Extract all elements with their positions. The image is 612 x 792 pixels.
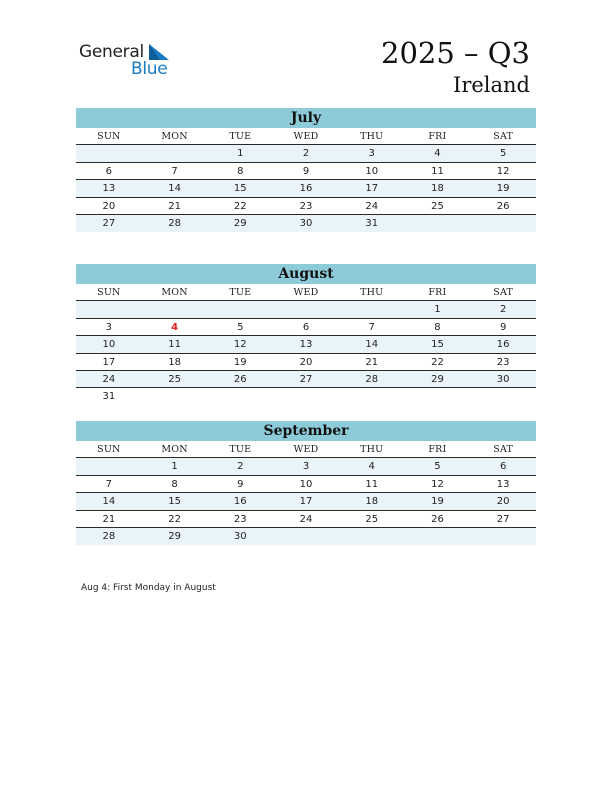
weekday-label: SUN: [97, 444, 121, 455]
day-cell: [470, 215, 536, 232]
day-cell: 28: [365, 373, 379, 385]
day-cell: 5: [237, 321, 244, 333]
day-cell: 20: [299, 356, 313, 368]
day-cell: [207, 388, 273, 405]
week-row: [76, 319, 536, 336]
day-cell: 27: [496, 513, 510, 525]
day-cell: 15: [431, 339, 444, 351]
weekday-label: SAT: [493, 444, 514, 455]
month-name: July: [76, 108, 536, 128]
day-cell: 4: [434, 148, 441, 160]
day-cell: 15: [168, 496, 181, 508]
week-row: [76, 458, 536, 475]
day-cell: 22: [233, 200, 247, 212]
month-name: September: [76, 421, 536, 441]
day-cell: 27: [299, 373, 313, 385]
day-cell: 10: [365, 165, 379, 177]
day-cell: 3: [368, 148, 375, 160]
weekday-label: MON: [161, 444, 188, 455]
day-cell: 13: [102, 183, 116, 195]
day-cell: [142, 388, 208, 405]
day-cell: 2: [237, 461, 244, 473]
day-cell: 5: [499, 148, 507, 160]
day-cell: [470, 388, 536, 405]
month-2: [76, 421, 536, 545]
day-cell: [339, 528, 405, 545]
weekday-label: TUE: [229, 287, 252, 298]
day-cell: 10: [102, 339, 116, 351]
weekday-label: SUN: [97, 131, 121, 142]
weekday-label: THU: [360, 287, 384, 298]
weekday-label: MON: [161, 287, 188, 298]
weekday-header-row: [76, 441, 536, 458]
holiday-note: Aug 4: First Monday in August: [81, 583, 216, 593]
weekday-label: SAT: [493, 131, 514, 142]
week-row: [76, 180, 536, 197]
day-cell: 30: [299, 217, 313, 229]
day-cell: 22: [431, 356, 444, 368]
day-cell: 23: [496, 356, 510, 368]
day-cell: [273, 388, 339, 405]
weekday-label: TUE: [229, 444, 252, 455]
weekday-label: THU: [360, 131, 384, 142]
brand-name-blue: Blue: [131, 59, 168, 79]
weekday-label: SUN: [97, 287, 121, 298]
day-cell: 18: [168, 356, 181, 368]
week-row: [76, 354, 536, 371]
day-cell: 13: [299, 339, 313, 351]
week-row: [76, 145, 536, 162]
day-cell: 12: [431, 478, 444, 490]
day-cell: 12: [233, 339, 247, 351]
day-cell: 28: [168, 217, 181, 229]
day-cell: [142, 145, 208, 161]
weekday-header-row: [76, 284, 536, 301]
day-cell: [76, 301, 142, 317]
day-cell: 23: [299, 200, 313, 212]
day-cell: 30: [233, 530, 247, 542]
weekday-label: SAT: [493, 287, 514, 298]
day-cell: 21: [102, 513, 116, 525]
day-cell: 21: [168, 200, 181, 212]
day-cell: 6: [105, 165, 113, 177]
weekday-label: THU: [360, 444, 384, 455]
month-1: [76, 264, 536, 406]
day-cell: 4: [368, 461, 375, 473]
weekday-label: WED: [293, 287, 319, 298]
day-cell: 24: [102, 373, 116, 385]
day-cell: 17: [299, 496, 313, 508]
day-cell: 3: [302, 461, 310, 473]
day-cell: 25: [365, 513, 379, 525]
day-cell: 6: [302, 321, 310, 333]
weekday-label: WED: [293, 131, 319, 142]
week-row: [76, 511, 536, 528]
country-name: Ireland: [453, 73, 530, 97]
day-cell: 20: [102, 200, 116, 212]
day-cell: 14: [365, 339, 379, 351]
week-row: [76, 301, 536, 318]
holiday-day-cell: 4: [171, 321, 179, 333]
day-cell: 18: [431, 183, 444, 195]
month-name: August: [76, 264, 536, 284]
day-cell: 1: [171, 461, 178, 473]
day-cell: 7: [171, 165, 178, 177]
day-cell: [405, 215, 471, 232]
weekday-label: FRI: [428, 287, 447, 298]
weekday-label: TUE: [229, 131, 252, 142]
day-cell: 28: [102, 530, 116, 542]
day-cell: 29: [168, 530, 181, 542]
day-cell: 22: [168, 513, 181, 525]
week-row: [76, 163, 536, 180]
week-row: [76, 476, 536, 493]
brand-name-general: General: [79, 42, 144, 62]
day-cell: [339, 301, 405, 317]
day-cell: 14: [102, 496, 116, 508]
day-cell: 9: [237, 478, 244, 490]
day-cell: 8: [171, 478, 178, 490]
week-row: [76, 388, 536, 405]
day-cell: 30: [496, 373, 510, 385]
week-row: [76, 336, 536, 353]
day-cell: 29: [233, 217, 247, 229]
weekday-label: MON: [161, 131, 188, 142]
day-cell: 20: [496, 496, 510, 508]
day-cell: 26: [496, 200, 510, 212]
day-cell: 27: [102, 217, 116, 229]
week-row: [76, 528, 536, 545]
day-cell: 19: [496, 183, 510, 195]
day-cell: 16: [233, 496, 247, 508]
day-cell: 3: [105, 321, 113, 333]
brand-logo: [79, 41, 179, 81]
day-cell: 19: [431, 496, 444, 508]
day-cell: 1: [434, 304, 441, 316]
day-cell: [273, 301, 339, 317]
week-row: [76, 198, 536, 215]
day-cell: 7: [368, 321, 375, 333]
day-cell: [273, 528, 339, 545]
weekday-label: FRI: [428, 444, 447, 455]
day-cell: 17: [102, 356, 116, 368]
day-cell: 21: [365, 356, 379, 368]
day-cell: [76, 145, 142, 161]
month-0: [76, 108, 536, 232]
day-cell: [76, 458, 142, 474]
day-cell: 10: [299, 478, 313, 490]
day-cell: 2: [302, 148, 310, 160]
day-cell: 9: [499, 321, 507, 333]
day-cell: 29: [431, 373, 444, 385]
day-cell: 1: [237, 148, 244, 160]
day-cell: 15: [233, 183, 247, 195]
triangle-logo-icon: [149, 44, 169, 60]
day-cell: 13: [496, 478, 510, 490]
page-title: 2025 – Q3: [381, 36, 530, 70]
day-cell: 14: [168, 183, 181, 195]
day-cell: 11: [365, 478, 379, 490]
day-cell: 7: [105, 478, 113, 490]
weekday-label: FRI: [428, 131, 447, 142]
day-cell: 11: [431, 165, 444, 177]
day-cell: 6: [499, 461, 507, 473]
day-cell: 23: [233, 513, 247, 525]
day-cell: [339, 388, 405, 405]
week-row: [76, 493, 536, 510]
day-cell: [470, 528, 536, 545]
day-cell: 12: [496, 165, 510, 177]
day-cell: 16: [496, 339, 510, 351]
day-cell: 25: [431, 200, 444, 212]
day-cell: 19: [233, 356, 247, 368]
weekday-label: WED: [293, 444, 319, 455]
day-cell: 18: [365, 496, 379, 508]
week-row: [76, 371, 536, 388]
day-cell: 24: [365, 200, 379, 212]
day-cell: 31: [102, 391, 116, 403]
day-cell: 31: [365, 217, 379, 229]
day-cell: 16: [299, 183, 313, 195]
day-cell: [142, 301, 208, 317]
day-cell: 2: [499, 304, 507, 316]
day-cell: 11: [168, 339, 181, 351]
day-cell: [405, 528, 471, 545]
weekday-header-row: [76, 128, 536, 145]
day-cell: 26: [233, 373, 247, 385]
day-cell: 8: [434, 321, 441, 333]
day-cell: [207, 301, 273, 317]
day-cell: 25: [168, 373, 181, 385]
day-cell: 9: [302, 165, 310, 177]
day-cell: [405, 388, 471, 405]
day-cell: 26: [431, 513, 444, 525]
week-row: [76, 215, 536, 232]
day-cell: 5: [434, 461, 441, 473]
day-cell: 8: [237, 165, 244, 177]
day-cell: 24: [299, 513, 313, 525]
day-cell: 17: [365, 183, 379, 195]
